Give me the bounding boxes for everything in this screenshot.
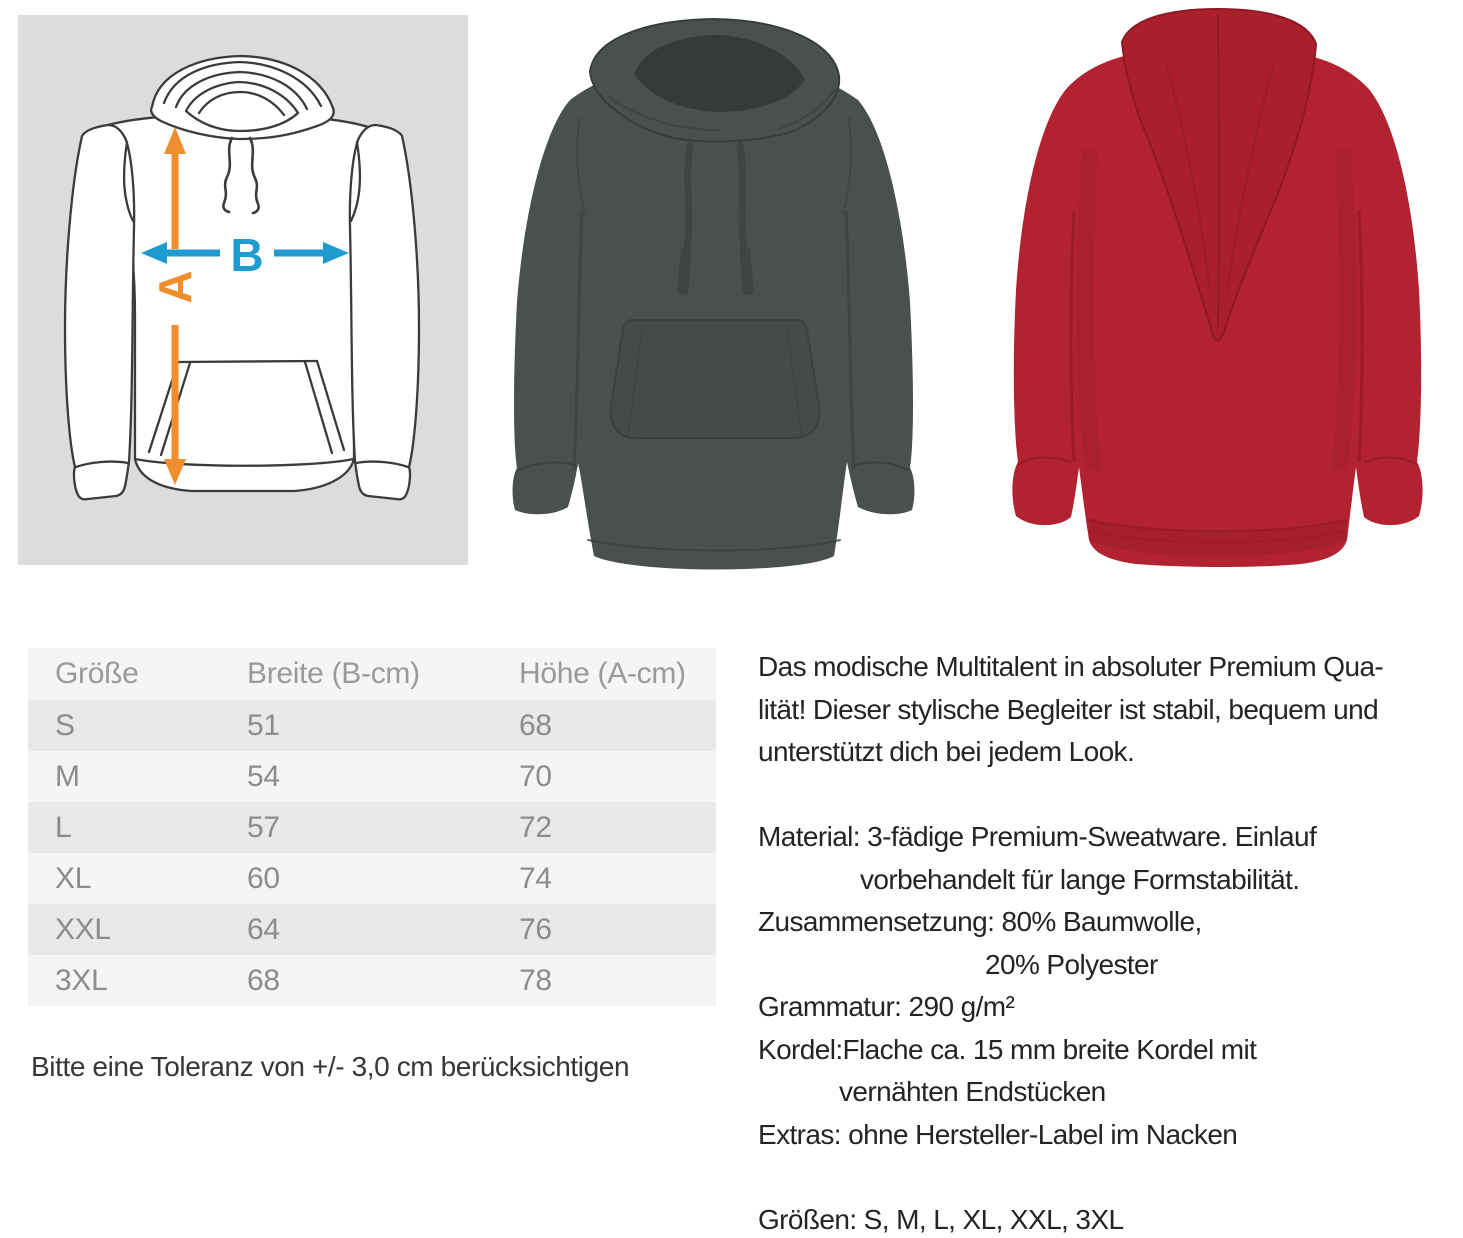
breite-cell: 60 — [247, 861, 280, 895]
size-cell: 3XL — [55, 963, 108, 997]
description-spacer — [758, 774, 1463, 817]
breite-cell: 68 — [247, 963, 280, 997]
hoodie-back-photo — [970, 0, 1463, 580]
table-row — [28, 955, 716, 1006]
size-diagram — [18, 15, 468, 565]
description-line: Größen: S, M, L, XL, XXL, 3XL — [758, 1203, 1124, 1235]
hoehe-cell: 76 — [519, 912, 552, 946]
description-line: Extras: ohne Hersteller-Label im Nacken — [758, 1118, 1238, 1150]
description-line: lität! Dieser stylische Begleiter ist stabil, bequem und — [758, 693, 1379, 725]
hoehe-cell: 78 — [519, 963, 552, 997]
table-row — [28, 904, 716, 955]
description-line: Material: 3-fädige Premium-Sweatware. Einlauf — [758, 821, 1317, 852]
tolerance-note: Bitte eine Toleranz von +/- 3,0 cm berücksichtigen — [31, 1051, 630, 1082]
description-line: 20% Polyester — [985, 948, 1158, 980]
description-line: Grammatur: 290 g/m² — [758, 991, 1015, 1022]
product-photo-front — [482, 0, 972, 580]
description-line: Kordel:Flache ca. 15 mm breite Kordel mit — [758, 1033, 1257, 1065]
hoehe-cell: 74 — [519, 861, 552, 895]
breite-cell: 57 — [247, 810, 280, 844]
description-line: Das modische Multitalent in absoluter Premium Qua- — [758, 651, 1384, 682]
breite-cell: 51 — [247, 708, 280, 742]
table-row — [28, 853, 716, 904]
column-header: Breite (B-cm) — [220, 648, 492, 700]
size-cell: S — [55, 708, 75, 742]
dimension-label-b: B — [230, 229, 264, 281]
product-photo-back — [970, 0, 1463, 580]
column-header: Höhe (A-cm) — [492, 648, 716, 700]
size-table-body — [28, 700, 716, 1006]
size-cell: XL — [55, 861, 92, 895]
description-line: Zusammensetzung: 80% Baumwolle, — [758, 906, 1202, 937]
size-table — [28, 648, 716, 1006]
hoodie-front-photo — [482, 0, 972, 580]
hoehe-cell: 70 — [519, 759, 552, 793]
product-description — [758, 646, 1463, 1238]
hoodie-body-outline — [108, 114, 368, 491]
size-cell: L — [55, 810, 72, 844]
size-diagram-illustration — [18, 15, 468, 565]
description-line: vernähten Endstücken — [839, 1076, 1106, 1107]
hoehe-cell: 68 — [519, 708, 552, 742]
table-row — [28, 700, 716, 751]
description-spacer — [758, 1156, 1463, 1199]
table-row — [28, 751, 716, 802]
size-table-header-row — [28, 648, 716, 700]
breite-cell: 54 — [247, 759, 280, 793]
table-row — [28, 802, 716, 853]
hoehe-cell: 72 — [519, 810, 552, 844]
size-cell: M — [55, 759, 80, 793]
description-line: unterstützt dich bei jedem Look. — [758, 736, 1135, 767]
size-cell: XXL — [55, 912, 111, 946]
column-header: Größe — [28, 648, 220, 700]
dimension-label-a: A — [149, 270, 201, 304]
breite-cell: 64 — [247, 912, 280, 946]
description-line: vorbehandelt für lange Formstabilität. — [860, 863, 1300, 895]
